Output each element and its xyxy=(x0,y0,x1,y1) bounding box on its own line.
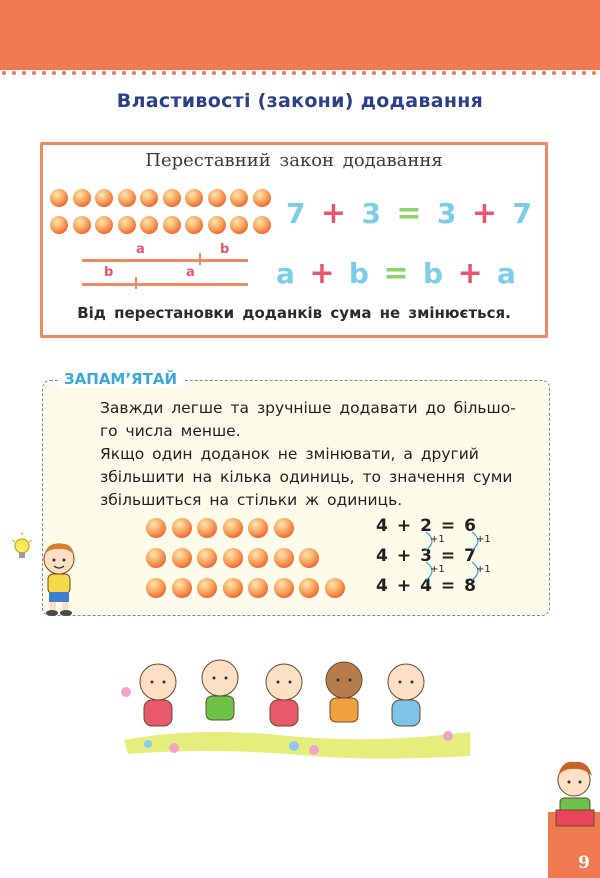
counting-ball xyxy=(172,518,192,538)
increment-label: +1 xyxy=(430,564,445,575)
increment-label: +1 xyxy=(430,534,445,545)
example-op: + xyxy=(396,516,412,536)
example-term: 4 xyxy=(376,576,388,596)
counting-ball xyxy=(325,578,345,598)
remember-line: Завжди легше та зручніше додавати до більшо- xyxy=(100,399,516,417)
remember-line: збільшити на кілька одиниць, то значення суми xyxy=(100,468,513,486)
counting-ball xyxy=(223,548,243,568)
segment-divider xyxy=(135,277,137,289)
example-term: 4 xyxy=(420,576,432,596)
eq-term: 7 xyxy=(512,197,532,230)
example-term: 4 xyxy=(376,516,388,536)
counting-ball xyxy=(274,548,294,568)
counting-ball xyxy=(274,578,294,598)
example-eq: = xyxy=(440,576,456,596)
counting-ball xyxy=(146,548,166,568)
equals-sign: = xyxy=(396,196,422,231)
counting-ball xyxy=(146,578,166,598)
segment-line-bottom xyxy=(82,283,248,286)
boy-illustration xyxy=(34,540,84,620)
reading-boy-illustration xyxy=(552,758,598,834)
counting-ball xyxy=(95,216,113,234)
eq-term: a xyxy=(497,257,516,290)
segment-label-a: a xyxy=(136,242,145,257)
example-term: 3 xyxy=(420,546,432,566)
counting-ball xyxy=(73,189,91,207)
counting-ball xyxy=(197,578,217,598)
children-group-illustration xyxy=(118,652,478,772)
counting-ball xyxy=(248,518,268,538)
equals-sign: = xyxy=(383,256,409,291)
counting-ball xyxy=(163,189,181,207)
segment-divider xyxy=(199,253,201,265)
counting-ball xyxy=(197,518,217,538)
counting-ball xyxy=(163,216,181,234)
remember-line: го числа менше. xyxy=(100,422,241,440)
counting-ball xyxy=(299,548,319,568)
counting-ball xyxy=(73,216,91,234)
example-sum: 8 xyxy=(464,576,476,596)
counting-ball xyxy=(253,216,271,234)
counting-ball xyxy=(185,189,203,207)
counting-ball xyxy=(230,216,248,234)
counting-ball xyxy=(50,189,68,207)
plus-sign: + xyxy=(320,196,347,231)
counting-ball xyxy=(118,216,136,234)
eq-term: b xyxy=(422,257,444,290)
counting-ball xyxy=(208,216,226,234)
plus-sign: + xyxy=(457,256,483,291)
segment-line-top xyxy=(82,259,248,262)
example-eq: = xyxy=(440,546,456,566)
eq-term: 3 xyxy=(361,197,381,230)
counting-ball xyxy=(248,548,268,568)
example-sum: 7 xyxy=(464,546,476,566)
plus-sign: + xyxy=(471,196,498,231)
increment-label: +1 xyxy=(476,534,491,545)
page-number: 9 xyxy=(578,853,590,873)
counting-ball xyxy=(223,518,243,538)
counting-ball xyxy=(50,216,68,234)
counting-ball xyxy=(95,189,113,207)
counting-ball xyxy=(223,578,243,598)
counting-ball xyxy=(253,189,271,207)
segment-diagram xyxy=(82,240,252,292)
example-sum: 6 xyxy=(464,516,476,536)
remember-line: Якщо один доданок не змінювати, а другий xyxy=(100,445,479,463)
counting-ball xyxy=(208,189,226,207)
counting-ball xyxy=(248,578,268,598)
counting-ball xyxy=(299,578,319,598)
counting-ball xyxy=(274,518,294,538)
eq-term: 3 xyxy=(437,197,457,230)
remember-line: збільшиться на стільки ж одиниць. xyxy=(100,491,403,509)
counting-ball xyxy=(140,216,158,234)
remember-label: ЗАПАМ’ЯТАЙ xyxy=(58,370,183,388)
eq-term: 7 xyxy=(286,197,306,230)
law-caption: Від перестановки доданків сума не змінюється. xyxy=(77,304,511,322)
segment-label-b: b xyxy=(220,242,230,257)
counting-ball xyxy=(140,189,158,207)
law-title: Переставний закон додавання xyxy=(145,150,443,171)
plus-sign: + xyxy=(309,256,335,291)
counting-ball xyxy=(185,216,203,234)
example-term: 4 xyxy=(376,546,388,566)
counting-ball xyxy=(197,548,217,568)
eq-term: b xyxy=(348,257,369,290)
counting-ball xyxy=(172,548,192,568)
counting-ball xyxy=(118,189,136,207)
eq-term: a xyxy=(276,257,295,290)
example-eq: = xyxy=(440,516,456,536)
segment-label-a: a xyxy=(186,265,195,280)
numeric-equation xyxy=(286,196,532,231)
counting-ball xyxy=(230,189,248,207)
counting-ball xyxy=(146,518,166,538)
letter-equation xyxy=(276,256,516,291)
example-op: + xyxy=(396,576,412,596)
lightbulb-icon xyxy=(10,532,34,566)
page-title: Властивості (закони) додавання xyxy=(116,90,484,112)
counting-ball xyxy=(172,578,192,598)
header-dotted-edge xyxy=(0,70,600,80)
header-band xyxy=(0,0,600,70)
example-term: 2 xyxy=(420,516,432,536)
increment-label: +1 xyxy=(476,564,491,575)
segment-label-b: b xyxy=(104,265,114,280)
example-op: + xyxy=(396,546,412,566)
